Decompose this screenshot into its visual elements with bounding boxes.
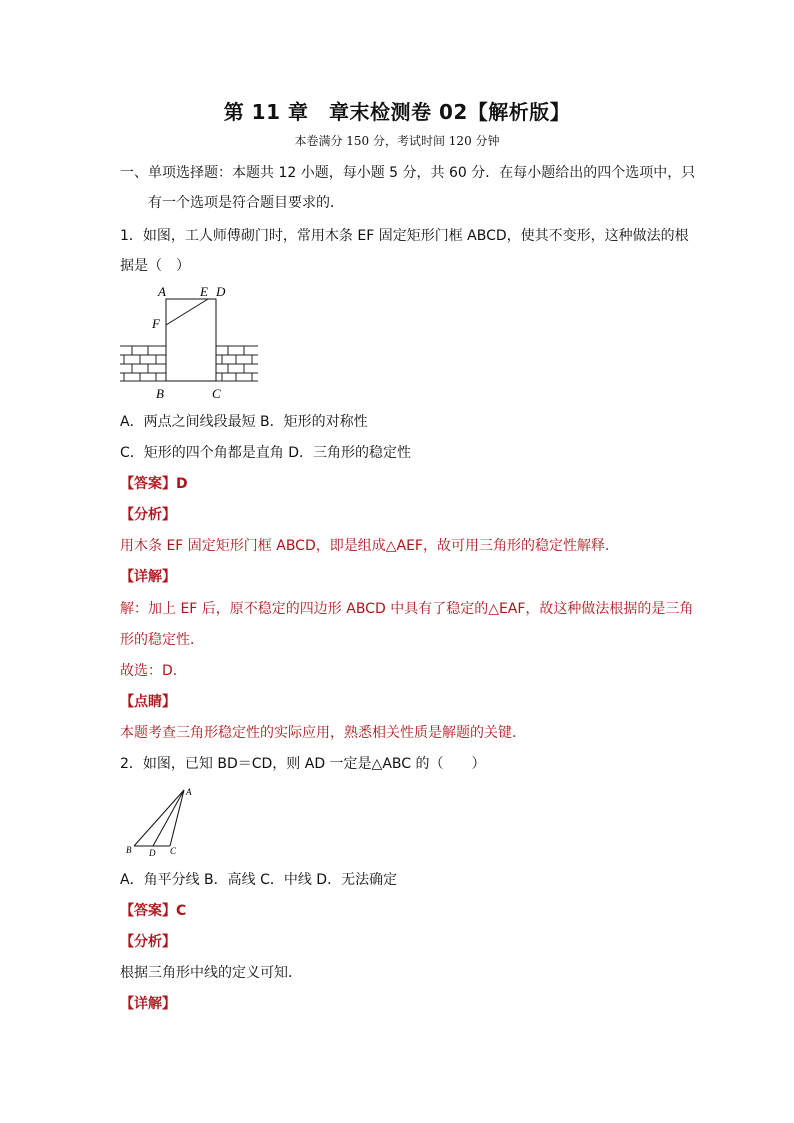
q1-door-frame-figure bbox=[118, 282, 263, 402]
q1-stem-line1: 1．如图，工人师傅砌门时，常用木条 EF 固定矩形门框 ABCD，使其不变形，这种做法的根 bbox=[120, 228, 689, 244]
q2-label-c: C bbox=[170, 846, 177, 856]
q2-triangle-figure bbox=[122, 784, 202, 860]
q2-detail-label: 【详解】 bbox=[120, 996, 176, 1012]
median-ad bbox=[153, 790, 184, 846]
q2-options: A．角平分线 B．高线 C．中线 D．无法确定 bbox=[120, 872, 398, 888]
q1-detail-label: 【详解】 bbox=[120, 569, 176, 585]
section-heading-line2: 有一个选项是符合题目要求的． bbox=[148, 195, 344, 211]
label-d: D bbox=[216, 284, 226, 299]
q2-stem: 2．如图，已知 BD＝CD，则 AD 一定是△ABC 的（ ） bbox=[120, 756, 486, 772]
door-frame-rect bbox=[166, 299, 216, 381]
label-b: B bbox=[156, 386, 164, 401]
q1-options-line2: C．矩形的四个角都是直角 D．三角形的稳定性 bbox=[120, 445, 412, 461]
label-c: C bbox=[212, 386, 221, 401]
q2-label-a: A bbox=[186, 787, 192, 797]
exam-info: 本卷满分 150 分，考试时间 120 分钟 bbox=[294, 134, 500, 148]
section-heading-line1: 一、单项选择题：本题共 12 小题，每小题 5 分，共 60 分．在每小题给出的四个选项中，只 bbox=[120, 165, 696, 181]
q2-answer-value: C bbox=[176, 903, 187, 919]
q2-analysis-label: 【分析】 bbox=[120, 934, 176, 950]
right-brick-wall bbox=[216, 346, 258, 381]
q2-label-b: B bbox=[126, 845, 132, 855]
q2-label-d: D bbox=[149, 848, 156, 858]
page-title: 第 11 章 章末检测卷 02【解析版】 bbox=[223, 100, 571, 124]
q1-comment-text: 本题考查三角形稳定性的实际应用，熟悉相关性质是解题的关键． bbox=[120, 725, 526, 741]
q1-answer bbox=[120, 473, 188, 493]
q1-stem-line2: 据是（ ） bbox=[120, 258, 190, 274]
q2-analysis-text: 根据三角形中线的定义可知． bbox=[120, 965, 302, 981]
q1-detail-line1: 解：加上 EF 后，原不稳定的四边形 ABCD 中具有了稳定的△EAF，故这种做法根据的是三角 bbox=[120, 601, 694, 617]
label-e: E bbox=[200, 284, 208, 299]
answer-value: D bbox=[176, 476, 188, 492]
q1-analysis-text: 用木条 EF 固定矩形门框 ABCD，即是组成△AEF，故可用三角形的稳定性解释． bbox=[120, 538, 619, 554]
q1-detail-line2: 形的稳定性． bbox=[120, 632, 204, 648]
q1-detail-line3: 故选：D． bbox=[120, 663, 187, 679]
q1-analysis-label: 【分析】 bbox=[120, 507, 176, 523]
left-brick-wall bbox=[120, 346, 166, 381]
label-f: F bbox=[152, 316, 160, 331]
q1-options-line1: A．两点之间线段最短 B．矩形的对称性 bbox=[120, 414, 368, 430]
q2-answer-label: 【答案】 bbox=[120, 903, 176, 919]
q1-comment-label: 【点睛】 bbox=[120, 694, 176, 710]
label-a: A bbox=[158, 284, 166, 299]
answer-label: 【答案】 bbox=[120, 476, 176, 492]
q2-answer bbox=[120, 900, 186, 920]
